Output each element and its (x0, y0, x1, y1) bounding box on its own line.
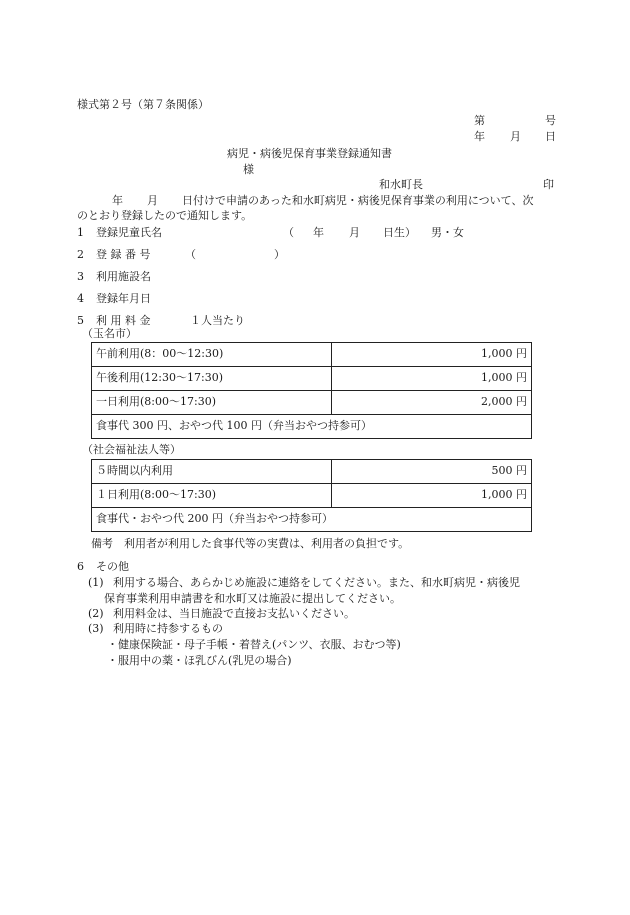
item2-number: 2 (77, 248, 84, 261)
item1-label: 登録児童氏名 (96, 226, 162, 239)
item5-unit: １人当たり (190, 314, 245, 327)
table-row (92, 391, 532, 415)
item3-number: 3 (77, 270, 84, 283)
item1-number: 1 (77, 226, 84, 239)
item5-label: 利 用 料 金 (96, 314, 151, 327)
birth-year: 年 (313, 226, 324, 239)
item3-label: 利用施設名 (96, 270, 151, 283)
intro-text-line1: 日付けで申請のあった和水町病児・病後児保育事業の利用について、次 (182, 194, 534, 207)
note3-text: 利用時に持参するもの (113, 622, 223, 635)
table-row (92, 484, 532, 508)
remark-note: 備考 利用者が利用した食事代等の実費は、利用者の負担です。 (91, 537, 410, 550)
date-month: 月 (510, 130, 521, 143)
fee-amount: 500 円 (332, 460, 532, 484)
tamana-heading: （玉名市） (82, 327, 137, 340)
note3-number: (3) (88, 622, 104, 635)
item5-number: 5 (77, 314, 84, 327)
item6-heading: その他 (96, 560, 129, 573)
social-heading: （社会福祉法人等） (82, 443, 181, 456)
date-day: 日 (545, 130, 556, 143)
number-suffix: 号 (545, 114, 556, 127)
item2-label: 登 録 番 号 (96, 248, 151, 261)
social-fee-table (91, 459, 532, 532)
birth-month: 月 (349, 226, 360, 239)
fee-label: ５時間以内利用 (92, 460, 332, 484)
table-row (92, 343, 532, 367)
addressee-suffix: 様 (243, 163, 254, 176)
note1-number: (1) (88, 576, 104, 589)
table-row (92, 508, 532, 532)
item4-label: 登録年月日 (96, 292, 151, 305)
note1-line2: 保育事業利用申請書を和水町又は施設に提出してください。 (104, 592, 401, 605)
number-label: 第 (474, 114, 485, 127)
birth-paren-open: （ (283, 226, 294, 239)
intro-year: 年 (112, 194, 123, 207)
fee-label: 午前利用(8：00～12:30) (92, 343, 332, 367)
gender-choice: 男・女 (431, 226, 464, 239)
fee-label: 一日利用(8:00～17:30) (92, 391, 332, 415)
fee-amount: 1,000 円 (332, 367, 532, 391)
table-row (92, 367, 532, 391)
tamana-fee-table (91, 342, 532, 439)
fee-label: 午後利用(12:30～17:30) (92, 367, 332, 391)
table-row (92, 460, 532, 484)
table-row (92, 415, 532, 439)
item6-number: 6 (77, 560, 84, 573)
item2-paren-open: （ (185, 248, 196, 261)
note1-line1: 利用する場合、あらかじめ施設に連絡をしてください。また、和水町病児・病後児 (113, 576, 520, 589)
meal-note: 食事代 300 円、おやつ代 100 円（弁当おやつ持参可） (92, 415, 532, 439)
fee-label: １日利用(8:00～17:30) (92, 484, 332, 508)
item4-number: 4 (77, 292, 84, 305)
fee-amount: 2,000 円 (332, 391, 532, 415)
note2-number: (2) (88, 607, 104, 620)
seal-mark: 印 (543, 178, 554, 191)
item2-paren-close: ） (274, 248, 285, 261)
meal-note: 食事代・おやつ代 200 円（弁当おやつ持参可） (92, 508, 532, 532)
date-year: 年 (474, 130, 485, 143)
fee-amount: 1,000 円 (332, 343, 532, 367)
birth-day: 日生） (383, 226, 416, 239)
form-number: 様式第２号（第７条関係） (77, 98, 209, 111)
intro-text-line2: のとおり登録したので通知します。 (77, 209, 253, 222)
bring-item-1: ・健康保険証・母子手帳・着替え(パンツ、衣服、おむつ等) (107, 638, 401, 651)
note2-text: 利用料金は、当日施設で直接お支払いください。 (113, 607, 355, 620)
bring-item-2: ・服用中の薬・ほ乳びん(乳児の場合) (107, 654, 292, 667)
issuer-name: 和水町長 (379, 178, 423, 191)
document-title: 病児・病後児保育事業登録通知書 (227, 147, 392, 160)
fee-amount: 1,000 円 (332, 484, 532, 508)
intro-month: 月 (147, 194, 158, 207)
